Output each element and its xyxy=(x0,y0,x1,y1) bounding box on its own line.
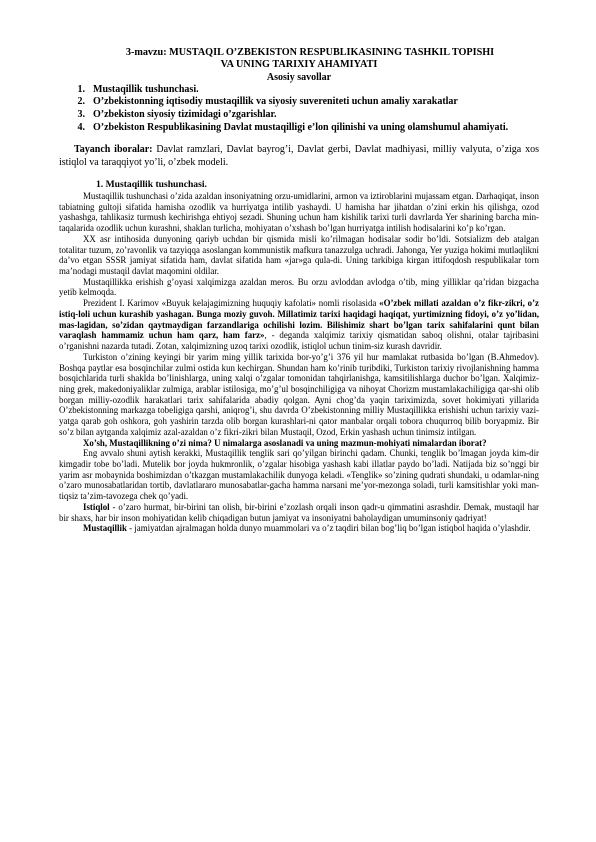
question-paragraph xyxy=(59,438,539,449)
paragraph: Eng avvalo shuni aytish kerakki, Mustaqillik tenglik sari qo’yilgan birinchi qadam. Chunki, tenglik bo’lmagan joyda kim-dir kimgadir tobe bo’ladi. Mutelik bor joyda hukmronlik, o’zgalar hisobiga yashash kabi illatlar paydo bo’ladi. Natijada biz so’nggi bir yarim asr mobaynida boshimizdan o’tkazgan mustamlakachilik dunyoga keladi. «Tenglik» so’zining qudrati shundaki, u odamlar-ning o’zaro munosabatlaridan tortib, davlatlararo munosabatlar-gacha hamma narsani me’yor-mezonga soladi, turli kamsitishlar yoki man-tiqsiz ta’zim-tavozega chek qo’yadi. xyxy=(59,448,539,502)
list-number: 2. xyxy=(77,96,85,108)
paragraph: Mustaqillik tushunchasi o’zida azaldan insoniyatning orzu-umidlarini, armon va iztiroblarini mujassam etgan. Darhaqiqat, inson tabiatning gultoji sifatida hamisha ozodlik va hurriyatga intilib yashaydi. U hamisha har jihatdan o’zini erkin his qilishga, ozod yashashga, tahlikasiz turmush kechirishga ehtiyoj sezadi. Shuning uchun ham kishilik tarixi turli davrlarda Yer sharining barcha min-taqalarida ozodlik uchun kurashni, shaklan turlicha, mohiyatan o’xshash bo’lgan hurriyatga intilish hodisalarini ko’p ko’rgan. xyxy=(59,191,539,234)
section-heading: 1. Mustaqillik tushunchasi. xyxy=(96,179,207,190)
paragraph xyxy=(59,502,539,523)
list-number: 3. xyxy=(77,109,85,120)
paragraph-text: - o’zaro hurmat, bir-birini tan olish, bir-birini e’zozlash orqali inson qadr-u qimmatini asrashdir. Demak, mustaqil har bir shaxs, har bir inson mohiyatidan kelib chiqadigan butun jamiyat va insoniyatni baholaydigan umuminsoniy qadriyat! xyxy=(59,501,539,523)
title-line-1: 3-mavzu: MUSTAQIL O’ZBEKISTON RESPUBLIKASINING TASHKIL TOPISHI xyxy=(125,47,495,58)
list-text: O’zbekistonning iqtisodiy mustaqillik va siyosiy suvereniteti uchun amaliy xarakatlar xyxy=(93,96,458,108)
question-bold: Xo’sh, Mustaqillikning o’zi nima? U nimalarga asoslanadi va uning mazmun-mohiyati nimalardan iborat? xyxy=(83,437,487,448)
list-text: Mustaqillik tushunchasi. xyxy=(93,83,199,95)
document-title xyxy=(59,47,539,72)
list-item xyxy=(59,122,539,135)
list-item xyxy=(59,109,539,122)
title-line-2: VA UNING TARIXIY AHAMIYATI xyxy=(220,59,378,71)
document-page xyxy=(59,47,539,534)
paragraph: XX asr intihosida dunyoning qariyb uchdan bir qismida misli ko’rilmagan hodisalar sodir bo’ldi. Sotsializm deb atalgan totalitar tuzum, zo’ravonlik va tazyiqqa asoslangan kommunistik mafkura tanazzulga uchradi. Jahonga, Yer yuziga hokimi mutlaqlikni da’vo etgan SSSR jamiyat sifatida ham, davlat sifatida ham «jar»ga qula-di. Uning tarkibiga kirgan ittifoqdosh respublikalar torn ma’nodagi mustaqil davlat maqomini oldilar. xyxy=(59,233,539,277)
keywords-text: Davlat ramzlari, Davlat bayrog’i, Davlat gerbi, Davlat madhiyasi, milliy valyuta, o’ziga xos istiqlol va taraqqiyot yo’li, o’zbek modeli. xyxy=(59,144,539,168)
list-text: O’zbekiston Respublikasining Davlat mustaqilligi e’lon qilinishi va uning olamshumul ahamiyati. xyxy=(93,121,509,133)
list-text: O’zbekiston siyosiy tizimidagi o’zgarishlar. xyxy=(93,109,277,120)
paragraph xyxy=(59,523,539,534)
list-item xyxy=(59,96,539,109)
paragraph xyxy=(59,298,539,352)
list-item xyxy=(59,84,539,97)
subtitle: Asosiy savollar xyxy=(266,71,332,83)
keywords-paragraph xyxy=(59,144,539,169)
term-mustaqillik: Mustaqillik xyxy=(83,523,127,534)
term-istiqlol: Istiqlol xyxy=(83,501,110,512)
paragraph-text: , - deganda xalqimiz tarixiy qismatidan saboq olishni, otalar tajribasini o’rganishni nazarda tutadi. Zotan, xalqimizning uzoq tarixi ozodlik, istiqlol uchun tinim-siz kurash davridir. xyxy=(59,330,539,352)
list-number: 4. xyxy=(77,121,85,133)
paragraph-text: - jamiyatdan ajralmagan holda dunyo muammolari va o’z taqdiri bilan bog’liq bo’lgan istiqbol haqida o’ylashdir. xyxy=(126,523,531,534)
paragraph: Mustaqillikka erishish g’oyasi xalqimizga azaldan meros. Bu orzu avloddan avlodga o’tib, ming yilliklar qa’ridan bizgacha yetib kelmoqda. xyxy=(59,276,539,298)
list-number: 1. xyxy=(77,83,85,95)
questions-list xyxy=(59,84,539,134)
paragraph: Turkiston o’zining keyingi bir yarim ming yillik tarixida bor-yo’g’i 376 yil hur mamlakat rutbasida bo’lgan (B.Ahmedov). Boshqa paytlar esa bosqinchilar zulmi ostida kun kechirgan. Shundan ham ko’rinib turibdiki, Turkiston tarixiy rivojlanishning hamma bosqichlarida turli shaklda bo’linishlarga, uning xalqi o’zgalar tomonidan tahqirlanishga, kamsitilishlarga duchor bo’lgan. Xalqimiz-ning grek, makedoniyaliklar zulmiga, arablar istilosiga, mo’g’ul bosqinchiligiga va nihoyat Chorizm mustamlakachiligiga qar-shi olib borgan milliy-ozodlik harakatlari tarix sahifalarida abadiy qolgan. Ayni chog’da yaqin tariximizda, sovet hokimiyati yillarida O’zbekistonning markazga tobeligiga qarshi, aniqrog’i, shu davrda O’zbekistonning milliy Mustaqillikka erishishi uchun tarixiy vazi-yatga qarab goh oshkora, goh yashirin tarzda olib borgan kurashlari-ni qator manbalar orqali tobora chuqurroq bilib boryapmiz. Bir so’z bilan aytganda xalqimiz azal-azaldan o’z fikri-zikri bilan Mustaqil, Ozod, Erkin yashash uchun tinimsiz intilgan. xyxy=(59,351,539,437)
keywords-label: Tayanch iboralar: xyxy=(74,144,153,156)
paragraph-text: Prezident I. Karimov «Buyuk kelajagimizning huquqiy kafolati» nomli risolasida xyxy=(83,298,380,309)
quote-bold: «O’zbek millati azaldan o’z fikr-zikri, o’z istiq-loli uchun kurashib yashagan. Bunga moziy guvoh. Millatimiz tarixi haqidagi haqiqat, yurtimizning fidoyi, o’z yo’lidan, mas-lagidan, so’zidan qaytmaydigan farzandlariga ochilishi lozim. Bilishimiz shart bo’lgan tarix sahifalarini qunt bilan varaqlash hammamiz uchun ham qarz, ham farz» xyxy=(59,298,539,341)
